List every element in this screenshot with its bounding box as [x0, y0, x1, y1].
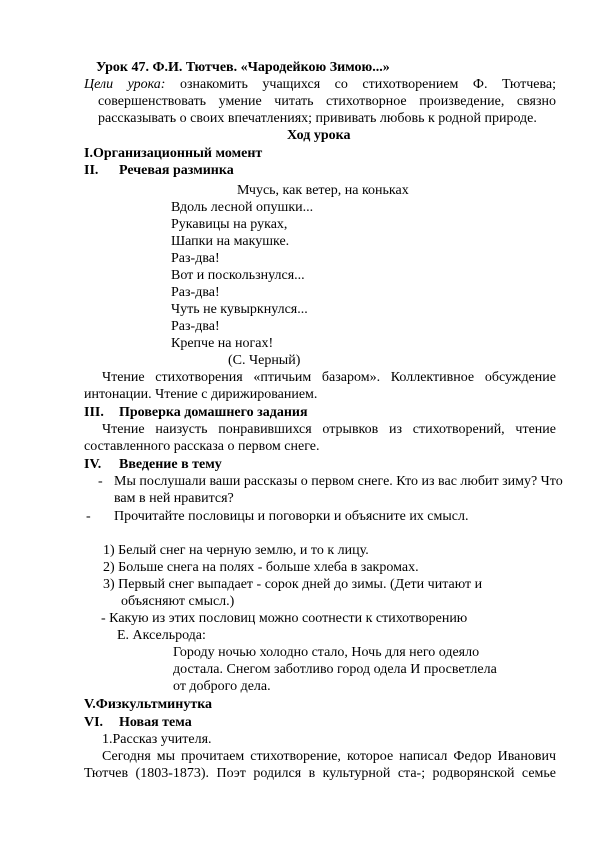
poem-1-line: Крепче на ногах!	[171, 336, 274, 351]
section-6-title: Новая тема	[119, 715, 192, 730]
poem-1-line: Чуть не кувыркнулся...	[171, 302, 308, 317]
section-2-num: II.	[84, 163, 99, 178]
intro-line-2: вам в ней нравится?	[114, 491, 234, 506]
goals-label: Цели урока:	[84, 77, 166, 92]
question-line-1: - Какую из этих пословиц можно соотнести к стихотворению	[101, 611, 468, 626]
intro-line-1: Мы послушали ваши рассказы о первом снеге. Кто из вас любит зиму? Что	[114, 474, 563, 489]
poem-1-line: Раз-два!	[171, 251, 220, 266]
goals-line-1	[84, 76, 556, 93]
goals-line-2: совершенствовать умение читать стихотворное произведение, связно	[98, 94, 556, 109]
section-2-title: Речевая разминка	[119, 163, 234, 178]
proverb-3: 3) Первый снег выпадает - сорок дней до зимы. (Дети читают и	[103, 577, 483, 592]
proverb-3-cont: объясняют смысл.)	[121, 594, 235, 609]
reading-line-1: Чтение стихотворения «птичьим базаром». Коллективное обсуждение	[102, 370, 556, 385]
poem-1-line: Вот и поскользнулся...	[171, 268, 305, 283]
poem-1-line: Раз-два!	[171, 285, 220, 300]
poem-1-line: Раз-два!	[171, 319, 220, 334]
reading-line-2: интонации. Чтение с дирижированием.	[84, 387, 318, 402]
intro-line-3: Прочитайте пословицы и поговорки и объясните их смысл.	[114, 509, 469, 524]
section-4-num: IV.	[84, 457, 102, 472]
section-3-num: III.	[84, 405, 104, 420]
poem-2-line: от доброго дела.	[173, 679, 271, 694]
section-5-heading: V.Физкультминутка	[84, 697, 213, 712]
section-1-heading: I.Организационный момент	[84, 146, 263, 161]
goals-text-1: ознакомить учащихся со стихотворением Ф. Тютчева;	[179, 77, 556, 92]
poem-1-author: (С. Черный)	[228, 353, 301, 368]
intro-dash-1: -	[98, 474, 103, 489]
poem-1-line: Мчусь, как ветер, на коньках	[237, 183, 409, 198]
proverb-2: 2) Больше снега на полях - больше хлеба в закромах.	[103, 560, 419, 575]
homework-line-1: Чтение наизусть понравившихся отрывков из стихотворений, чтение	[102, 422, 556, 437]
proverb-1: 1) Белый снег на черную землю, и то к лицу.	[103, 543, 369, 558]
section-4-title: Введение в тему	[119, 457, 222, 472]
lesson-title: Урок 47. Ф.И. Тютчев. «Чародейкою Зимою...»	[96, 60, 390, 75]
poem-1-line: Вдоль лесной опушки...	[171, 200, 314, 215]
goals-line-3: рассказывать о своих впечатлениях; прививать любовь к родной природе.	[98, 111, 537, 126]
new-topic-line-1: Сегодня мы прочитаем стихотворение, которое написал Федор Иванович	[102, 749, 556, 764]
poem-1-line: Шапки на макушке.	[171, 234, 290, 249]
poem-2-line: достала. Снегом заботливо город одела И просветлела	[173, 662, 497, 677]
lesson-flow-heading: Ход урока	[287, 128, 351, 143]
section-6-num: VI.	[84, 715, 104, 730]
poem-1-line: Рукавицы на руках,	[171, 217, 288, 232]
homework-line-2: составленного рассказа о первом снеге.	[84, 439, 320, 454]
question-line-2: Е. Аксельрода:	[117, 628, 206, 643]
new-topic-line-2: Тютчев (1803-1873). Поэт родился в культурной ста-; родворянской семье	[84, 766, 556, 781]
section-3-title: Проверка домашнего задания	[119, 405, 308, 420]
new-topic-sub: 1.Рассказ учителя.	[102, 732, 212, 747]
intro-dash-2: -	[86, 509, 91, 524]
poem-2-line: Городу ночью холодно стало, Ночь для него одеяло	[173, 645, 480, 660]
